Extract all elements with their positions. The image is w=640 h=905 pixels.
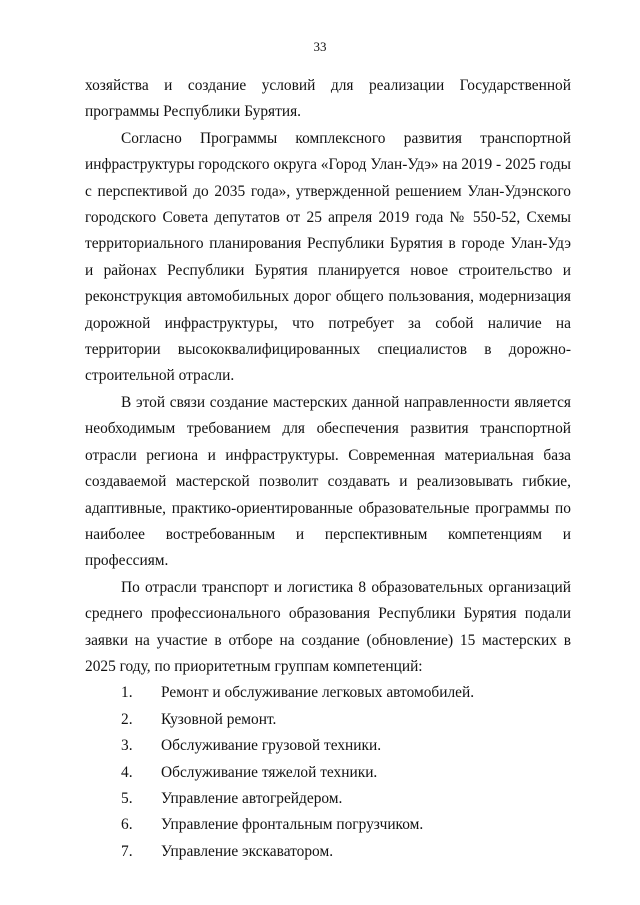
list-item-text: Управление фронтальным погрузчиком.	[161, 816, 424, 834]
paragraph-transport-program: Согласно Программы комплексного развития транспортной инфраструктуры городского округа «Город Улан-Удэ» на 2019 - 2025 годы с перспективой до 2035 года», утвержденной решением Улан-Удэнского городского Совета депутатов от 25 апреля 2019 года № 550-52, Схемы территориального планирования Республики Бурятия в городе Улан-Удэ и районах Республики Бурятия планируется новое строительство и реконструкция автомобильных дорог общего пользования, модернизация дорожной инфраструктуры, что потребует за собой наличие на территории высококвалифицированных специалистов в дорожно-строительной отрасли.	[85, 129, 571, 385]
list-item-text: Обслуживание тяжелой техники.	[161, 763, 378, 781]
list-item-text: Ремонт и обслуживание легковых автомобилей.	[161, 684, 475, 702]
list-item-number: 4.	[121, 763, 133, 781]
document-body	[85, 73, 571, 865]
list-item-number: 1.	[121, 684, 133, 702]
list-item	[85, 680, 571, 706]
list-item	[85, 839, 571, 865]
list-item-number: 3.	[121, 737, 133, 755]
competency-list	[85, 680, 571, 865]
list-item-number: 7.	[121, 842, 133, 860]
list-item	[85, 786, 571, 812]
list-item-number: 6.	[121, 816, 133, 834]
list-item-text: Управление экскаватором.	[161, 842, 334, 860]
list-item-number: 5.	[121, 789, 133, 807]
page-number: 33	[313, 39, 327, 54]
list-item	[85, 760, 571, 786]
paragraph-continuation: хозяйства и создание условий для реализации Государственной программы Республики Бурятия.	[85, 77, 571, 121]
list-item	[85, 812, 571, 838]
list-item	[85, 733, 571, 759]
list-item-number: 2.	[121, 710, 133, 728]
list-item	[85, 707, 571, 733]
list-item-text: Обслуживание грузовой техники.	[161, 737, 382, 755]
paragraph-workshops-need: В этой связи создание мастерских данной направленности является необходимым требованием для обеспечения развития транспортной отрасли региона и инфраструктуры. Современная материальная база создаваемой мастерской позволит создавать и реализовывать гибкие, адаптивные, практико-ориентированные образовательные программы по наиболее востребованным и перспективным компетенциям и профессиям.	[85, 393, 571, 570]
list-item-text: Кузовной ремонт.	[161, 710, 277, 728]
paragraph-applications: По отрасли транспорт и логистика 8 образовательных организаций среднего профессионального образования Республики Бурятия подали заявки на участие в отборе на создание (обновление) 15 мастерских в 2025 году, по приоритетным группам компетенций:	[85, 578, 571, 675]
list-item-text: Управление автогрейдером.	[161, 789, 343, 807]
